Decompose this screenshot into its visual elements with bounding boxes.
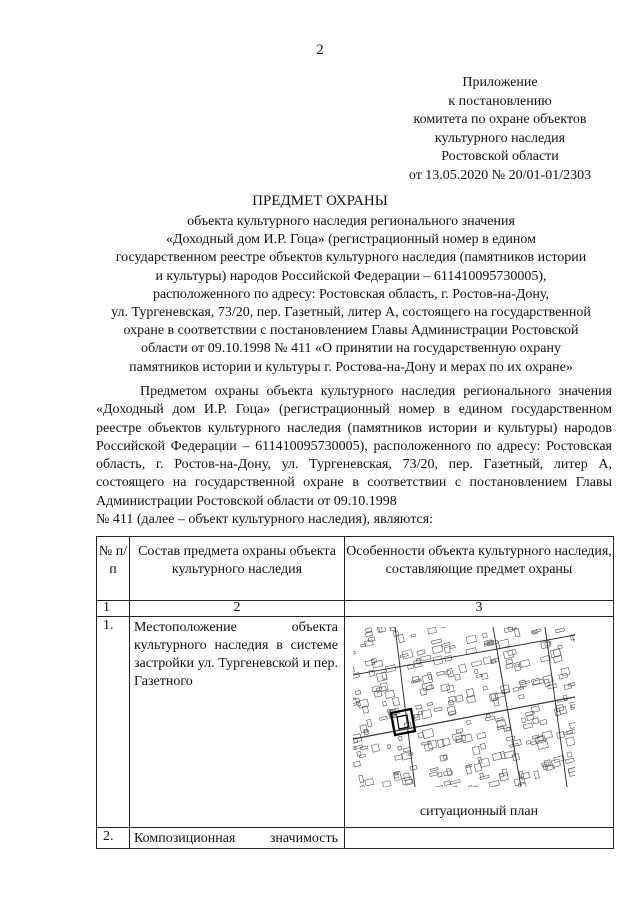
map-building [382, 701, 386, 706]
map-building [449, 696, 456, 703]
table-row [97, 828, 614, 849]
map-building [455, 674, 461, 680]
map-building [428, 627, 437, 634]
subtitle-line: расположенного по адресу: Ростовская область, г. Ростов-на-Дону, [152, 286, 550, 302]
row-number: 1. [97, 617, 130, 828]
appendix-line: комитета по охране объектов [413, 112, 587, 128]
map-building [437, 671, 445, 676]
subtitle-line: ул. Тургеневская, 73/20, пер. Газетный, литер А, состоящего на государственной [111, 305, 591, 321]
map-building [382, 781, 391, 787]
map-building [434, 707, 442, 712]
page-number: 2 [316, 42, 324, 58]
map-building [522, 718, 526, 723]
map-block-grid [353, 627, 575, 787]
map-building [367, 719, 372, 726]
map-building [360, 786, 365, 787]
map-building [565, 758, 574, 764]
subtitle-line: охране в соответствии с постановлением Главы Администрации Ростовской [123, 323, 579, 339]
subtitle-line: памятников истории и культуры г. Ростова-на-Дону и мерах по их охране» [129, 359, 573, 375]
map-building [492, 752, 502, 760]
subtitle-line: объекта культурного наследия регионального значения [187, 214, 515, 229]
map-building [355, 690, 361, 694]
map-building [570, 702, 575, 710]
appendix-line: Ростовской области [441, 149, 559, 165]
map-building [532, 718, 539, 724]
subtitle-line: «Доходный дом И.Р. Гоца» (регистрационный номер в едином [165, 232, 537, 248]
map-building [432, 645, 443, 654]
map-building [430, 768, 438, 772]
map-building [353, 761, 360, 767]
map-building [450, 780, 460, 785]
appendix-line: к постановлению [448, 93, 552, 109]
map-building [371, 744, 379, 752]
row-composition-text: Местоположение объекта культурного наследия в системе застройки ул. Тургеневской и пер. Газетного [134, 620, 338, 689]
row-composition-cell [130, 617, 345, 828]
map-building [564, 684, 572, 690]
column-number: 1 [97, 601, 130, 617]
map-building [394, 773, 399, 778]
map-building [450, 786, 458, 787]
map-building [441, 627, 446, 628]
protection-table [96, 536, 614, 849]
document-title: ПРЕДМЕТ ОХРАНЫ [252, 193, 388, 209]
map-building [558, 645, 563, 649]
map-building [526, 740, 531, 744]
map-building [497, 720, 507, 728]
map-building [400, 654, 408, 658]
map-building [502, 769, 508, 776]
map-building [447, 668, 454, 677]
table-row [97, 617, 614, 828]
map-building [480, 743, 486, 749]
map-building [483, 657, 491, 665]
map-building [435, 785, 444, 787]
map-building [368, 637, 375, 642]
map-building [382, 672, 387, 679]
subtitle-line: и культуры) народов Российской Федерации – 611410095730005), [155, 268, 547, 284]
map-street [353, 635, 575, 675]
map-building [412, 676, 419, 682]
map-building [441, 642, 450, 646]
map-building [551, 759, 560, 767]
map-building [447, 685, 455, 693]
map-building [571, 704, 575, 707]
map-building [422, 729, 433, 739]
map-building [447, 706, 456, 715]
map-building [520, 659, 530, 667]
row-feature-cell [345, 828, 614, 849]
map-building [410, 765, 417, 770]
map-building [416, 705, 422, 710]
map-building [392, 697, 399, 706]
map-building [483, 686, 487, 690]
map-building [472, 746, 480, 755]
map-building [403, 747, 411, 752]
map-building [421, 655, 431, 661]
map-building [441, 684, 450, 692]
appendix-line: культурного наследия [434, 130, 566, 146]
appendix-line: от 13.05.2020 № 20/01-01/2303 [408, 167, 592, 183]
intro-first-line: Предметом охраны объекта культурного наследия регионального значения [140, 384, 612, 399]
situational-plan [345, 617, 613, 825]
map-building [401, 752, 411, 760]
row-number: 2. [97, 828, 130, 849]
map-building [468, 786, 472, 787]
map-building [513, 687, 519, 691]
header-cell-num: № п/п [97, 537, 130, 601]
map-building [489, 780, 500, 787]
map-building [519, 694, 525, 699]
map-building [506, 736, 515, 741]
map-building [482, 633, 487, 638]
map-building [541, 641, 551, 649]
map-building [477, 732, 486, 739]
row-composition-cell [130, 828, 345, 849]
map-street [493, 627, 521, 787]
header-cell-features: Особенности объекта культурного наследия, составляющие предмет охраны [345, 537, 614, 601]
map-building [542, 731, 553, 739]
map-building [570, 722, 575, 729]
table-header-row [97, 537, 614, 601]
header-cell-composition: Состав предмета охраны объекта культурного наследия [130, 537, 345, 601]
map-building [444, 781, 450, 786]
map-building [521, 772, 530, 779]
intro-paragraph [96, 383, 612, 529]
map-building [553, 649, 561, 657]
intro-last-line: № 411 (далее – объект культурного наследия), являются: [96, 512, 434, 528]
row-composition-text: Композиционная значимость [134, 831, 338, 846]
row-feature-cell [345, 617, 614, 828]
map-building [466, 635, 477, 644]
map-building [365, 778, 374, 786]
map-building [359, 775, 364, 783]
column-number-row [97, 601, 614, 617]
appendix-block [380, 74, 620, 186]
map-building [466, 720, 471, 724]
map-building [520, 681, 530, 685]
map-building [456, 695, 464, 702]
map-building [417, 650, 425, 656]
map-building [444, 647, 450, 654]
map-building [379, 716, 387, 720]
map-building [566, 737, 575, 746]
map-building [402, 777, 412, 785]
map-building [353, 673, 360, 679]
situational-plan-caption: ситуационный план [419, 804, 539, 819]
appendix-line: Приложение [462, 75, 538, 90]
column-number: 3 [345, 601, 614, 617]
map-building [516, 664, 520, 667]
map-building [398, 746, 402, 750]
map-building [411, 634, 415, 637]
map-building [537, 736, 543, 742]
map-building [547, 684, 556, 689]
map-building [353, 651, 355, 654]
map-building [398, 736, 402, 741]
map-building [459, 664, 467, 673]
map-building [514, 628, 520, 636]
map-building [385, 690, 395, 698]
map-building [471, 661, 481, 667]
map-building [534, 771, 540, 779]
map-building [418, 732, 424, 738]
map-building [535, 736, 546, 744]
map-building [376, 686, 386, 692]
map-building [474, 669, 478, 674]
situational-plan-map [353, 627, 575, 787]
map-building [456, 729, 463, 734]
intro-body: «Доходный дом И.Р. Гоца» (регистрационный номер в едином государственном реестре объектов культурного наследия (памятников истории и культуры) народов Российской Федерации – 611410095730005), расположенного по адресу: Ростовская область, г. Ростов-на-Дону, ул. Тургеневская, 73/20, пер. Газетный, литер А, состоящего на государственной охране в соответствии с постановлением Главы Администрации Ростовской области от 09.10.1998 [96, 402, 612, 509]
map-building [353, 666, 355, 673]
map-building [523, 723, 532, 729]
map-building [471, 786, 479, 787]
map-building [427, 702, 433, 706]
map-building [387, 744, 391, 748]
map-building [540, 719, 547, 725]
map-building [561, 668, 570, 676]
map-building [448, 700, 453, 705]
map-building [390, 627, 398, 628]
map-building [555, 628, 564, 633]
map-building [431, 639, 441, 644]
map-building [437, 739, 444, 747]
document-subtitle [84, 213, 618, 377]
map-building [426, 685, 434, 690]
subtitle-line: области от 09.10.1998 № 411 «О принятии на государственную охрану [140, 341, 561, 357]
map-object-outline [391, 709, 415, 735]
subtitle-line: государственном реестре объектов культурного наследия (памятников истории [115, 250, 587, 266]
map-building [430, 772, 439, 777]
map-building [567, 752, 572, 757]
map-building [450, 645, 455, 648]
column-number: 2 [130, 601, 345, 617]
